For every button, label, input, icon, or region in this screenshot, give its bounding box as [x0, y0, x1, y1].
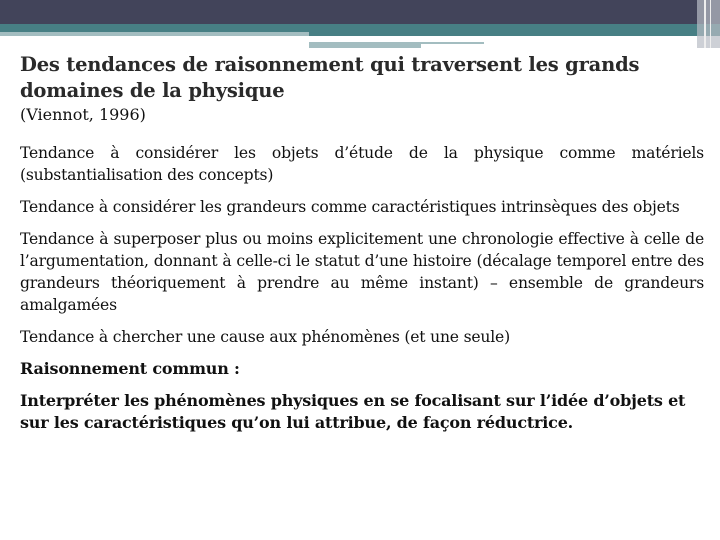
- tendency-3: Tendance à superposer plus ou moins explicitement une chronologie effective à celle de l’argumentation, donnant à celle-ci le statut d’une histoire (décalage temporel entre des grandeurs théoriquement à prendre au même instant) – ensemble de grandeurs amalgamées: [20, 230, 704, 314]
- conclusion: Interpréter les phénomènes physiques en se focalisant sur l’idée d’objets et sur les caractéristiques qu’on lui attribue, de façon réductrice.: [20, 391, 686, 432]
- tendency-2: Tendance à considérer les grandeurs comme caractéristiques intrinsèques des objets: [20, 198, 680, 216]
- tendency-1: Tendance à considérer les objets d’étude de la physique comme matériels (substantialisation des concepts): [20, 144, 704, 184]
- tendency-4: Tendance à chercher une cause aux phénomènes (et une seule): [20, 328, 510, 346]
- slide-title: Des tendances de raisonnement qui traversent les grands domaines de la physique: [20, 53, 640, 102]
- common-reasoning-heading: Raisonnement commun :: [20, 359, 240, 378]
- source-citation: (Viennot, 1996): [20, 105, 146, 124]
